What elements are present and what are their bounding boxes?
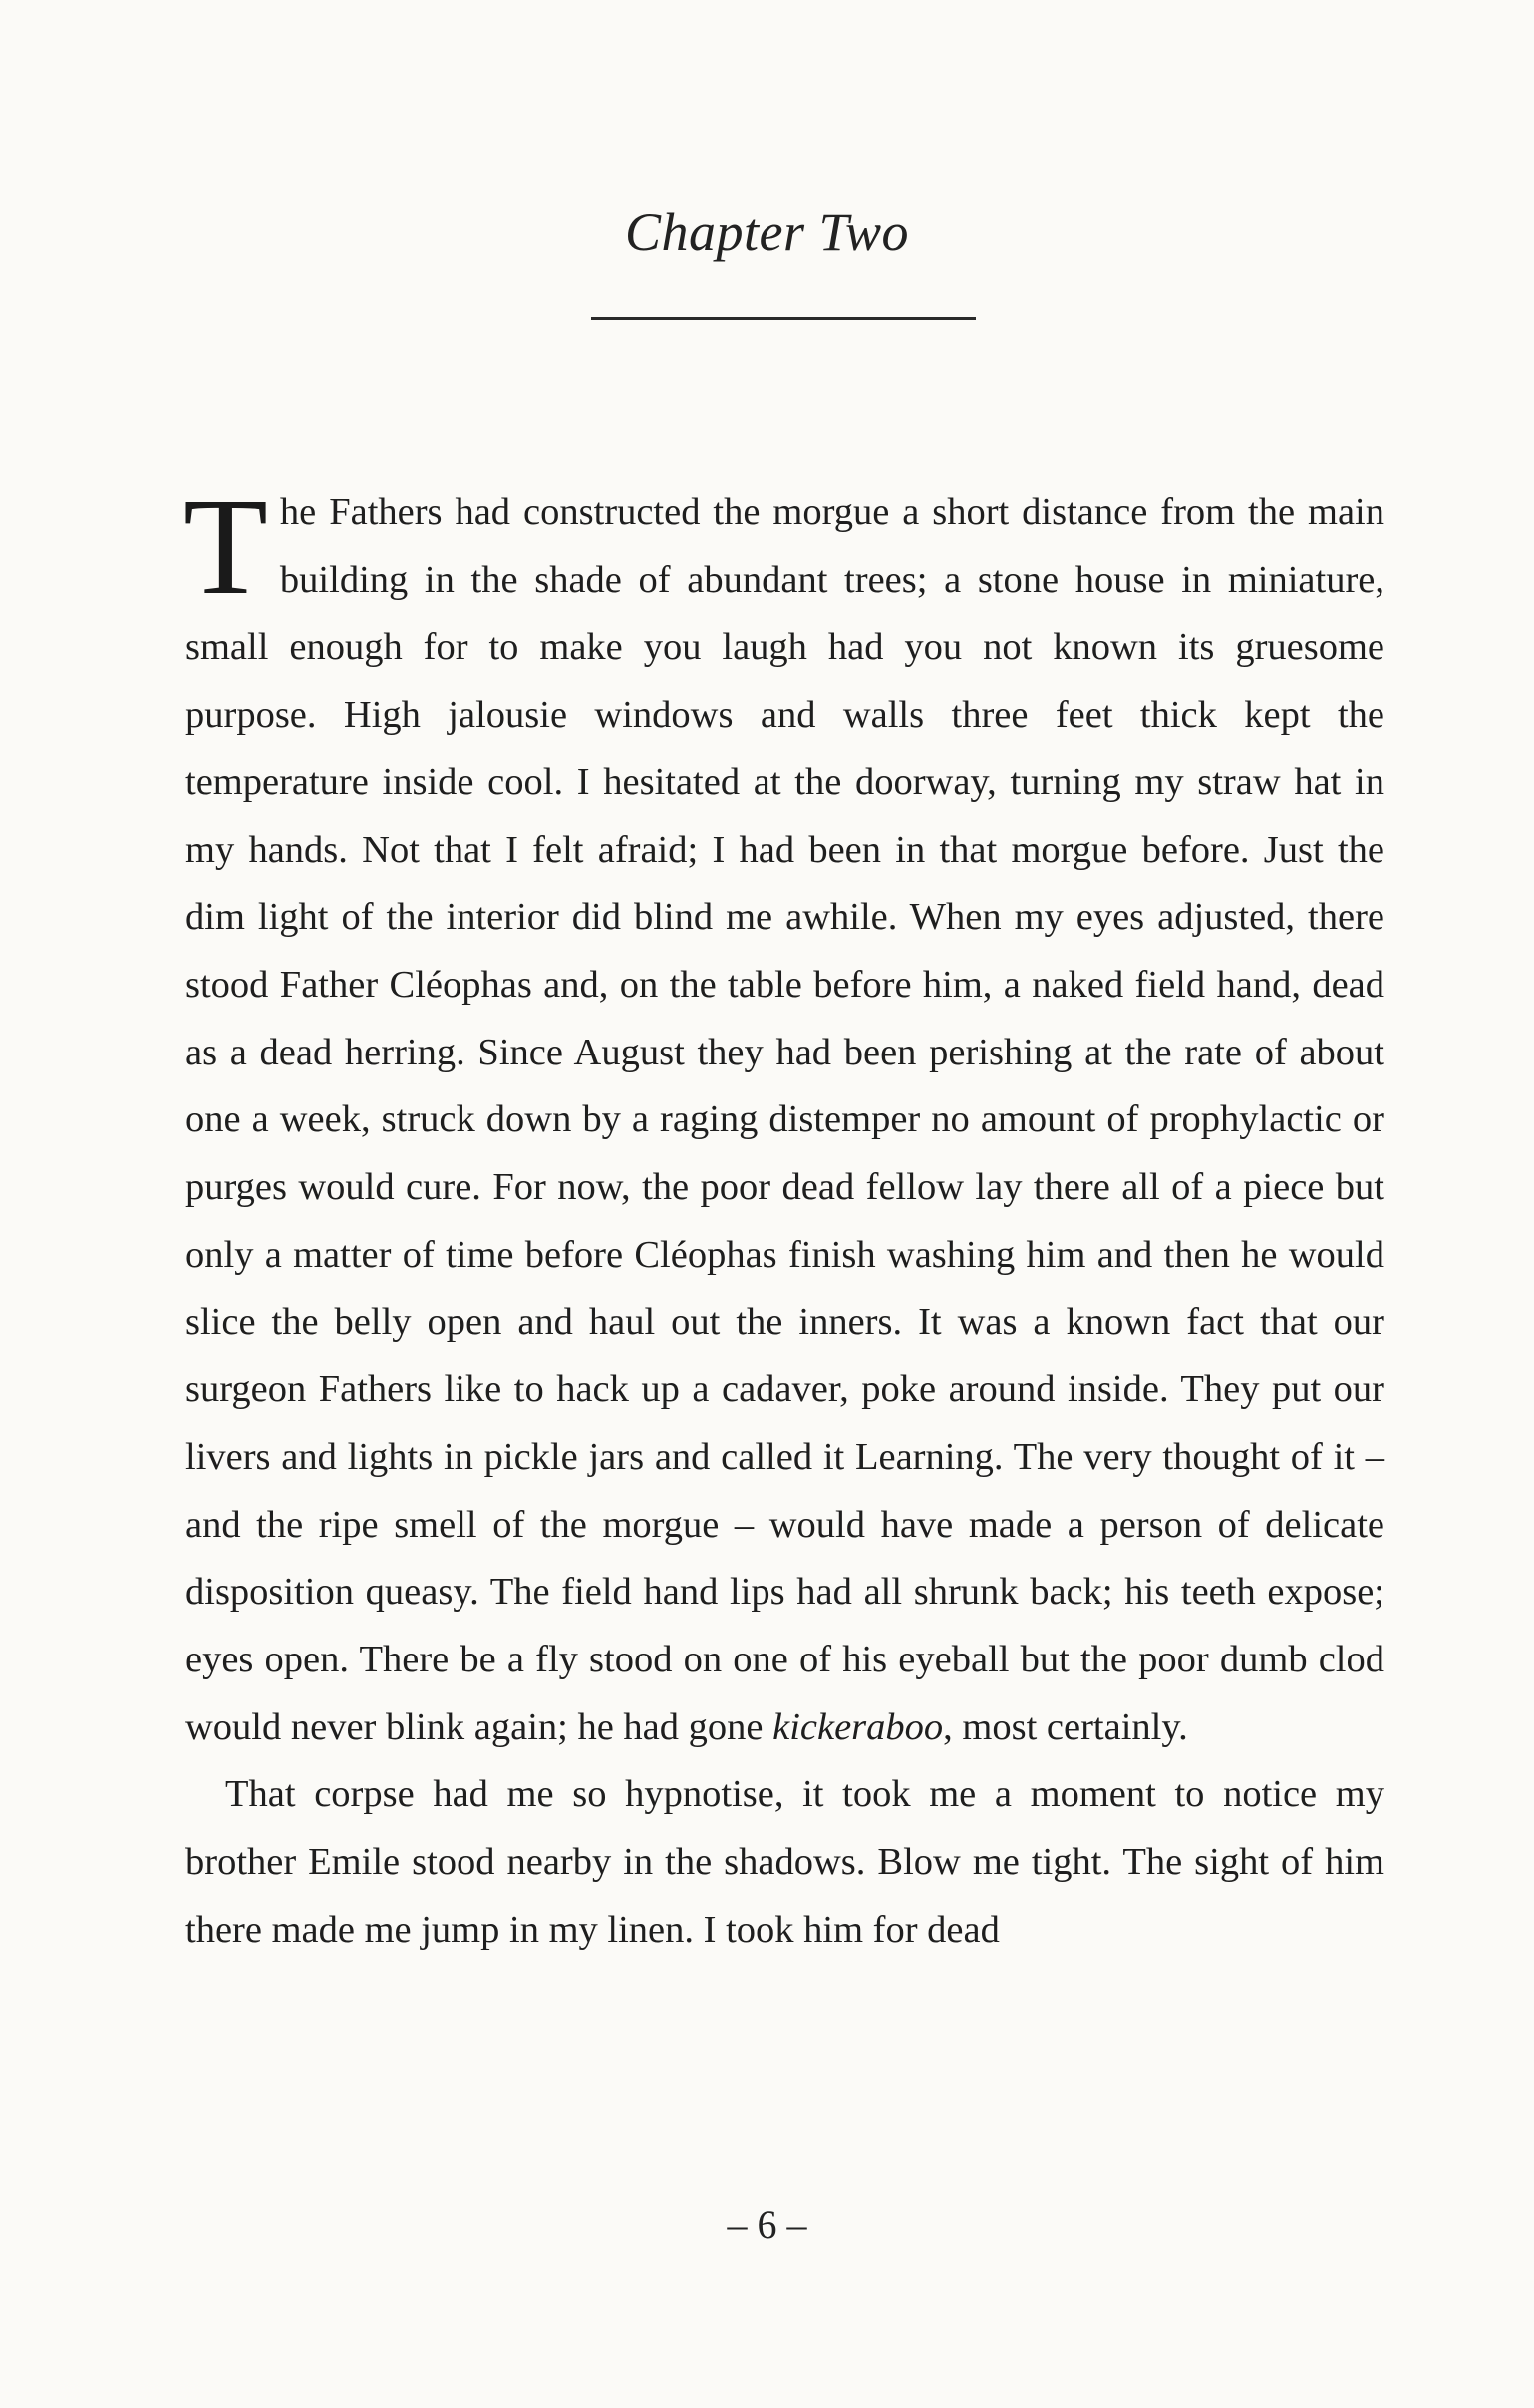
italic-word-kickeraboo: kickeraboo: [772, 1705, 944, 1748]
paragraph-1-ending: , most certainly.: [943, 1705, 1188, 1748]
paragraph-1: [183, 470, 1384, 1761]
chapter-body: [183, 470, 1384, 1963]
drop-cap-letter: T: [183, 470, 268, 624]
chapter-title: Chapter Two: [624, 202, 910, 262]
paragraph-1-main-text: he Fathers had constructed the morgue a short distance from the main building in the shade of abundant trees; a stone house in miniature, small enough for to make you laugh had you not known its gruesome purpose. High jalousie windows and walls three feet thick kept the temperature inside cool. I hesitated at the doorway, turning my straw hat in my hands. Not that I felt afraid; I had been in that morgue before. Just the dim light of the interior did blind me awhile. When my eyes adjusted, there stood Father Cléophas and, on the table before him, a naked field hand, dead as a dead herring. Since August they had been perishing at the rate of about one a week, struck down by a raging distemper no amount of prophylactic or purges would cure. For now, the poor dead fellow lay there all of a piece but only a matter of time before Cléophas finish washing him and then he would slice the belly open and haul out the inners. It was a known fact that our surgeon Fathers like to hack up a cadaver, poke around inside. They put our livers and lights in pickle jars and called it Learning. The very thought of it – and the ripe smell of the morgue – would have made a person of delicate disposition queasy. The field hand lips had all shrunk back; his teeth expose; eyes open. There be a fly stood on one of his eyeball but the poor dumb clod would never blink again; he had gone: [185, 491, 1384, 1748]
page-number: – 6 –: [727, 2202, 807, 2247]
paragraph-2: That corpse had me so hypnotise, it took me a moment to notice my brother Emile stood nearby in the shadows. Blow me tight. The sight of him there made me jump in my linen. I took him for dead: [185, 1773, 1384, 1951]
title-underline-rule: [591, 317, 976, 320]
